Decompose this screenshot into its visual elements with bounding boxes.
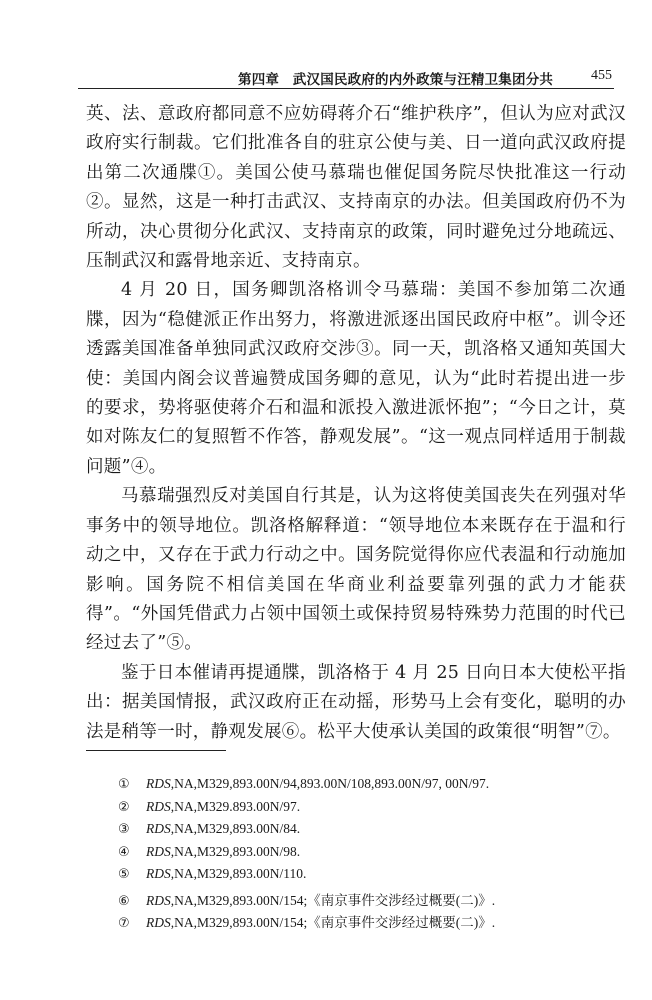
footnote-ref: ,NA,M329,893.00N/154;《南京事件交涉经过概要(二)》. — [170, 892, 496, 908]
footnote — [118, 889, 618, 912]
footnote-ref: ,NA,M329,893.00N/94,893.00N/108,893.00N/97, 00N/97. — [170, 776, 490, 791]
footnote-source: RDS — [146, 892, 171, 908]
footnote-source: RDS — [146, 798, 171, 814]
footnote — [118, 799, 618, 822]
footnote — [118, 911, 618, 934]
footnote-ref: ,NA,M329,893.00N/84. — [170, 821, 301, 836]
footnote-separator — [86, 750, 226, 751]
footnote — [118, 844, 618, 867]
body-text — [86, 100, 626, 747]
footnote-ref: ,NA,M329.893.00N/97. — [170, 798, 301, 814]
footnote-ref: ,NA,M329,893.00N/154;《南京事件交涉经过概要(二)》. — [170, 915, 496, 930]
footnote-source: RDS — [146, 821, 171, 836]
footnote-mark: ⑥ — [118, 893, 130, 909]
running-header — [0, 66, 652, 92]
footnote — [118, 821, 618, 844]
paragraph: 4 月 20 日，国务卿凯洛格训令马慕瑞：美国不参加第二次通牒，因为“稳健派正作出努力，将激进派逐出国民政府中枢”。训令还透露美国准备单独同武汉政府交涉③。同一天，凯洛格又通知英国大使：美国内阁会议普遍赞成国务卿的意见，认为“此时若提出进一步的要求，势将驱使蒋介石和温和派投入激进派怀抱”；“今日之计，莫如对陈友仁的复照暂不作答，静观发展”。“这一观点同样适用于制裁问题”④。 — [86, 280, 626, 477]
footnote-ref: ,NA,M329,893.00N/110. — [170, 866, 307, 881]
footnote-mark: ⑦ — [118, 916, 130, 931]
paragraph: 马慕瑞强烈反对美国自行其是，认为这将使美国丧失在列强对华事务中的领导地位。凯洛格解释道：“领导地位本来既存在于温和行动之中，又存在于武力行动之中。国务院觉得你应代表温和行动施加影响。国务院不相信美国在华商业利益要靠列强的武力才能获得”。“外国凭借武力占领中国领土或保持贸易特殊势力范围的时代已经过去了”⑤。 — [86, 486, 626, 654]
footnote-mark: ③ — [118, 822, 130, 837]
footnote-mark: ① — [118, 777, 130, 792]
footnote-ref: ,NA,M329,893.00N/98. — [170, 843, 301, 859]
footnote-source: RDS — [146, 843, 171, 859]
footnote-source: RDS — [146, 866, 171, 881]
header-rule — [78, 88, 614, 89]
footnote-source: RDS — [146, 776, 171, 791]
footnote — [118, 866, 618, 889]
paragraph: 英、法、意政府都同意不应妨碍蒋介石“维护秩序”，但认为应对武汉政府实行制裁。它们批准各自的驻京公使与美、日一道向武汉政府提出第二次通牒①。美国公使马慕瑞也催促国务院尽快批准这一行动②。显然，这是一种打击武汉、支持南京的办法。但美国政府仍不为所动，决心贯彻分化武汉、支持南京的政策，同时避免过分地疏远、压制武汉和露骨地亲近、支持南京。 — [86, 104, 626, 272]
footnote-mark: ⑤ — [118, 867, 130, 882]
page-number: 455 — [591, 68, 612, 83]
paragraph: 鉴于日本催请再提通牒，凯洛格于 4 月 25 日向日本大使松平指出：据美国情报，武汉政府正在动摇，形势马上会有变化，聪明的办法是稍等一时，静观发展⑥。松平大使承认美国的政策很“明智”⑦。 — [86, 662, 626, 742]
footnote-source: RDS — [146, 915, 171, 930]
footnote — [118, 776, 618, 799]
footnote-list — [118, 776, 618, 934]
footnote-mark: ④ — [118, 844, 130, 860]
chapter-title: 第四章 武汉国民政府的内外政策与汪精卫集团分共 — [238, 72, 554, 88]
footnote-mark: ② — [118, 799, 130, 815]
